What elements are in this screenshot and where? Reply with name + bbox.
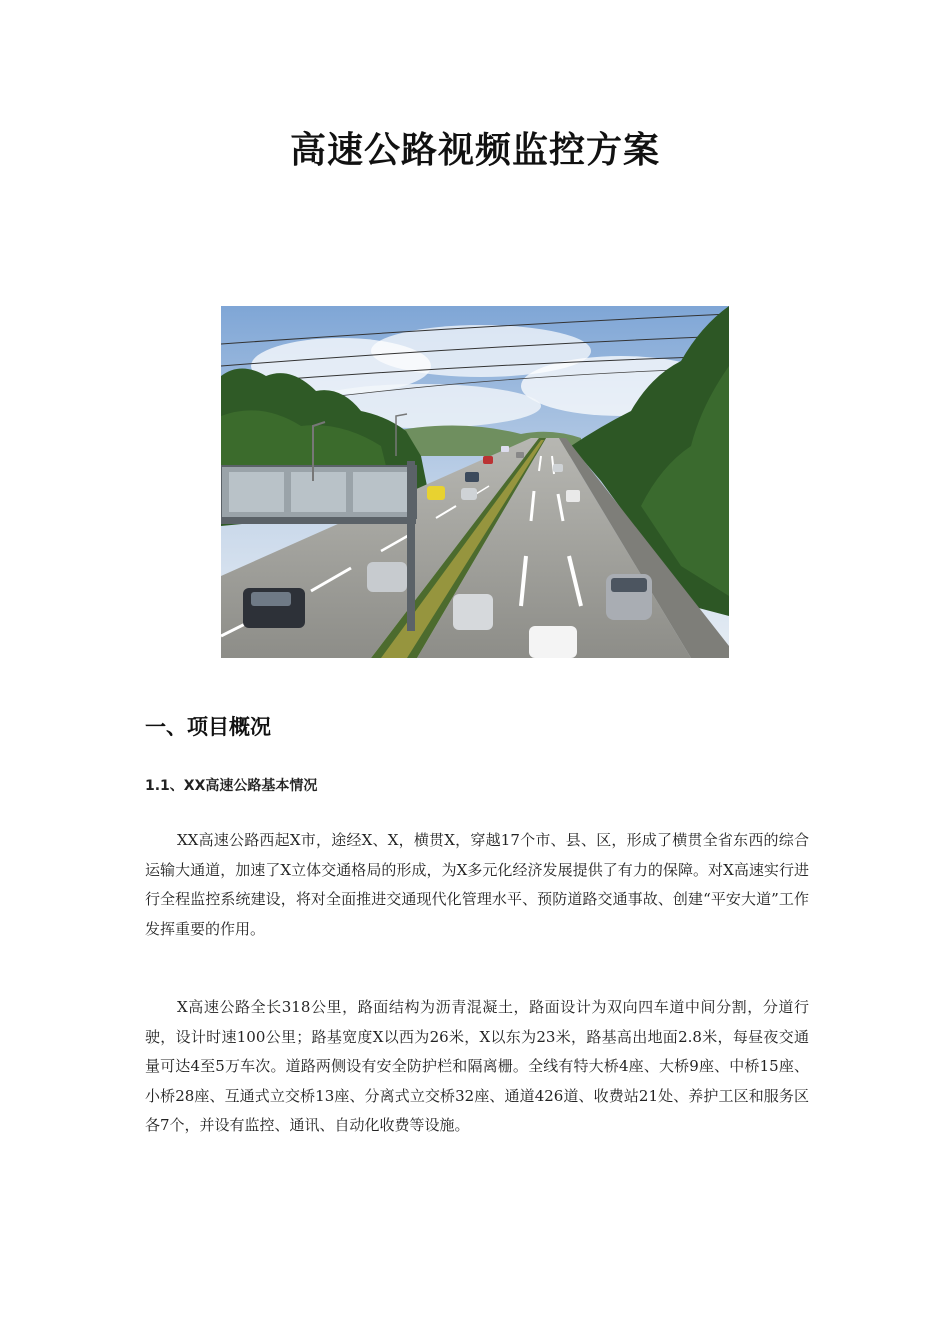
document-title: 高速公路视频监控方案 [289,130,660,171]
paragraph: XX高速公路西起X市，途经X、X，横贯X，穿越17个市、县、区，形成了横贯全省东西的综合运输大通道，加速了X立体交通格局的形成，为X多元化经济发展提供了有力的保障。对X高速实行进行全程监控系统建设，将对全面推进交通现代化管理水平、预防道路交通事故、创建“平安大道”工作发挥重要的作用。 [145,831,809,938]
highway-photo [221,306,729,658]
paragraph: X高速公路全长318公里，路面结构为沥青混凝土，路面设计为双向四车道中间分割，分道行驶，设计时速100公里；路基宽度X以西为26米，X以东为23米，路基高出地面2.8米，每昼夜交通量可达4至5万车次。道路两侧设有安全防护栏和隔离栅。全线有特大桥4座、大桥9座、中桥15座、小桥28座、互通式立交桥13座、分离式立交桥32座、通道426道、收费站21处、养护工区和服务区各7个，并设有监控、通讯、自动化收费等设施。 [145,998,809,1134]
section-heading: 一、项目概况 [145,715,271,739]
highway-photo-illustration [221,306,729,658]
subsection-heading: 1.1、XX高速公路基本情况 [145,778,318,794]
